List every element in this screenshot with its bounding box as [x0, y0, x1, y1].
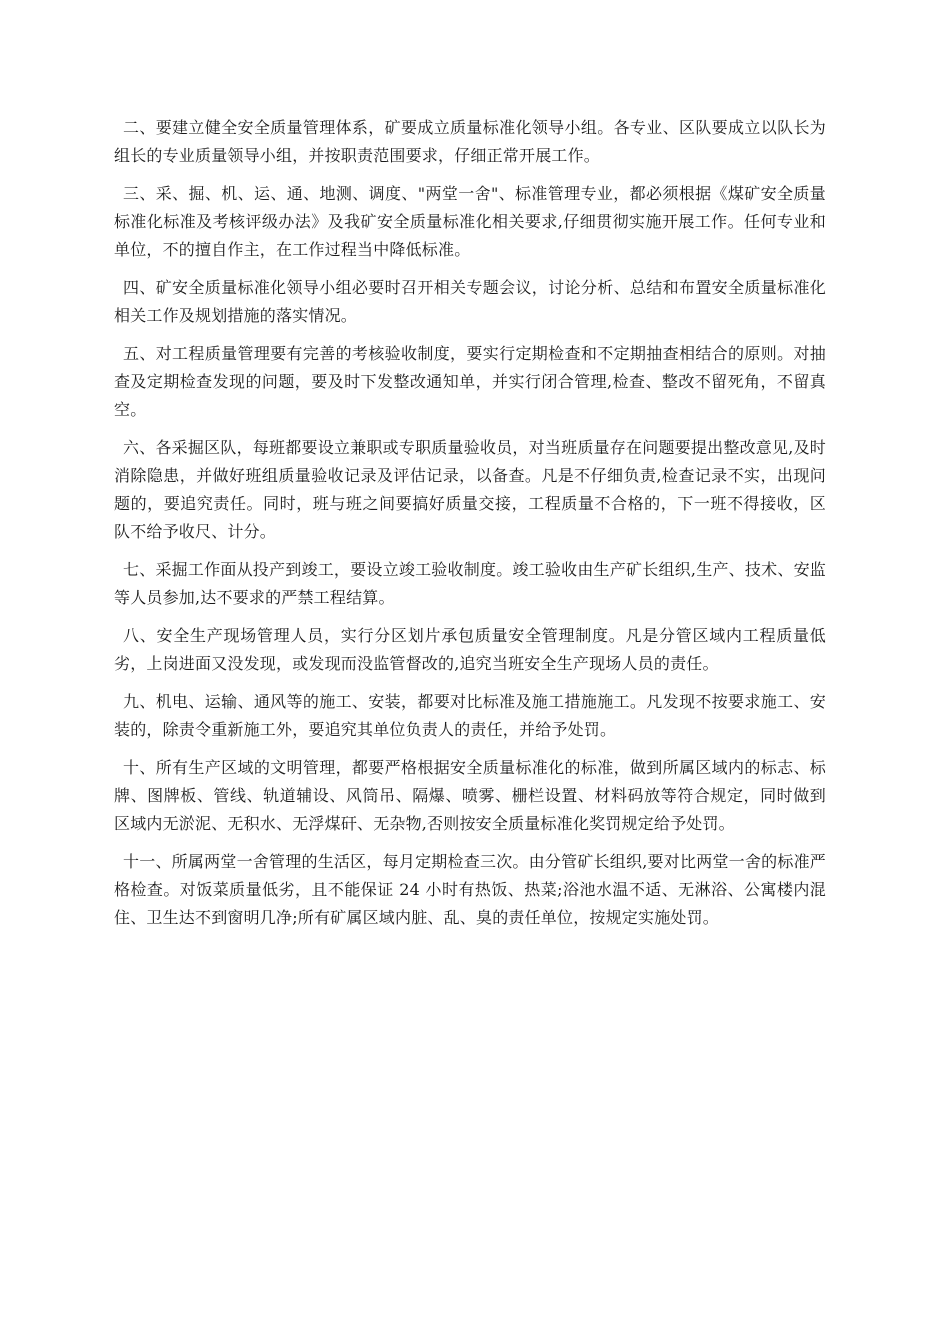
paragraph-7: 七、采掘工作面从投产到竣工，要设立竣工验收制度。竣工验收由生产矿长组织,生产、技术、安监等人员参加,达不要求的严禁工程结算。 — [114, 560, 826, 607]
paragraph-11: 十一、所属两堂一舍管理的生活区，每月定期检查三次。由分管矿长组织,要对比两堂一舍的标准严格检查。对饭菜质量低劣，且不能保证 24 小时有热饭、热菜;浴池水温不适、无淋浴、公寓楼内混住、卫生达不到窗明几净;所有矿属区域内脏、乱、臭的责任单位，按规定实施处罚。 — [114, 852, 826, 927]
paragraph-4: 四、矿安全质量标准化领导小组必要时召开相关专题会议，讨论分析、总结和布置安全质量标准化相关工作及规划措施的落实情况。 — [114, 278, 826, 325]
paragraph-3: 三、采、掘、机、运、通、地测、调度、"两堂一舍"、标准管理专业，都必须根据《煤矿安全质量标准化标准及考核评级办法》及我矿安全质量标准化相关要求,仔细贯彻实施开展工作。任何专业和单位，不的擅自作主，在工作过程当中降低标准。 — [114, 184, 826, 259]
paragraph-10: 十、所有生产区域的文明管理，都要严格根据安全质量标准化的标准，做到所属区域内的标志、标牌、图牌板、管线、轨道辅设、风筒吊、隔爆、喷雾、栅栏设置、材料码放等符合规定，同时做到区域内无淤泥、无积水、无浮煤矸、无杂物,否则按安全质量标准化奖罚规定给予处罚。 — [114, 758, 826, 833]
paragraph-8: 八、安全生产现场管理人员，实行分区划片承包质量安全管理制度。凡是分管区域内工程质量低劣，上岗进面又没发现，或发现而没监管督改的,追究当班安全生产现场人员的责任。 — [114, 626, 826, 673]
document-body — [114, 114, 826, 942]
paragraph-5: 五、对工程质量管理要有完善的考核验收制度，要实行定期检查和不定期抽查相结合的原则。对抽查及定期检查发现的问题，要及时下发整改通知单，并实行闭合管理,检查、整改不留死角，不留真空。 — [114, 344, 826, 419]
paragraph-9: 九、机电、运输、通风等的施工、安装，都要对比标准及施工措施施工。凡发现不按要求施工、安装的，除责令重新施工外，要追究其单位负责人的责任，并给予处罚。 — [114, 692, 826, 739]
paragraph-6: 六、各采掘区队，每班都要设立兼职或专职质量验收员，对当班质量存在问题要提出整改意见,及时消除隐患，并做好班组质量验收记录及评估记录，以备查。凡是不仔细负责,检查记录不实，出现问题的，要追究责任。同时，班与班之间要搞好质量交接，工程质量不合格的，下一班不得接收，区队不给予收尺、计分。 — [114, 438, 826, 541]
paragraph-2: 二、要建立健全安全质量管理体系，矿要成立质量标准化领导小组。各专业、区队要成立以队长为组长的专业质量领导小组，并按职责范围要求，仔细正常开展工作。 — [114, 118, 826, 165]
